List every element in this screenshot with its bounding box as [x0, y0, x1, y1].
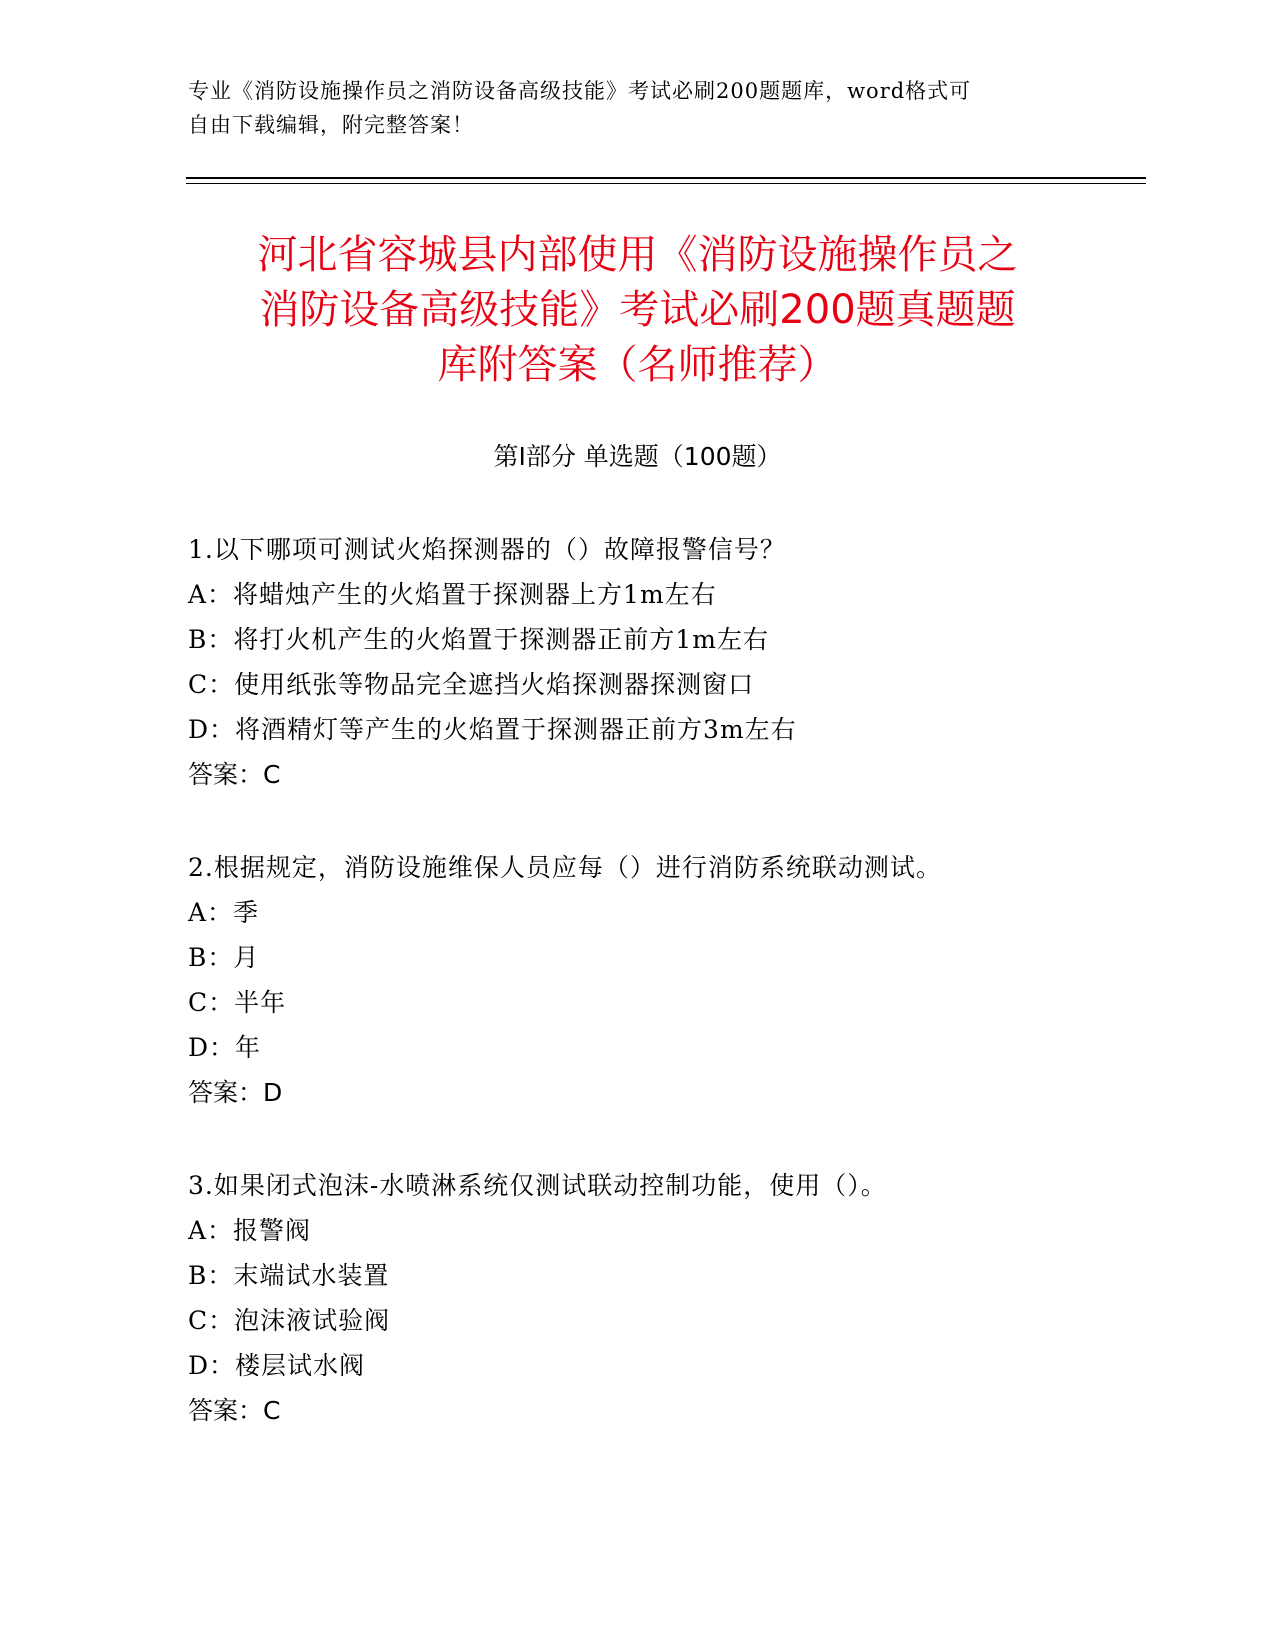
question-answer: 答案：D [188, 1078, 283, 1107]
option-a: A：将蜡烛产生的火焰置于探测器上方1m左右 [188, 580, 717, 609]
header-note-line-2: 自由下载编辑，附完整答案！ [188, 113, 474, 137]
document-title-line-1: 河北省容城县内部使用《消防设施操作员之 [257, 232, 1018, 278]
question-answer: 答案：C [188, 760, 281, 789]
document-title-line-2: 消防设备高级技能》考试必刷200题真题题 [259, 287, 1016, 333]
question-item [188, 845, 1128, 1163]
question-list [188, 527, 1128, 1481]
header-note [188, 74, 1088, 142]
option-b: B：将打火机产生的火焰置于探测器正前方1m左右 [188, 625, 769, 654]
document-title-line-3: 库附答案（名师推荐） [437, 342, 838, 388]
option-d: D：年 [188, 1033, 262, 1062]
option-c: C：半年 [188, 988, 287, 1017]
question-item [188, 1163, 1128, 1481]
option-a: A：季 [188, 898, 260, 927]
question-stem: 1.以下哪项可测试火焰探测器的（）故障报警信号？ [188, 535, 786, 564]
option-c: C：使用纸张等物品完全遮挡火焰探测器探测窗口 [188, 670, 755, 699]
document-title [150, 228, 1125, 393]
option-d: D：将酒精灯等产生的火焰置于探测器正前方3m左右 [188, 715, 797, 744]
header-divider-thick [186, 177, 1146, 179]
option-d: D：楼层试水阀 [188, 1351, 366, 1380]
question-stem: 3.如果闭式泡沫-水喷淋系统仅测试联动控制功能，使用（）。 [188, 1171, 887, 1200]
question-stem: 2.根据规定，消防设施维保人员应每（）进行消防系统联动测试。 [188, 853, 942, 882]
section-title: 第Ⅰ部分 单选题（100题） [493, 442, 782, 471]
option-c: C：泡沫液试验阀 [188, 1306, 391, 1335]
option-a: A：报警阀 [188, 1216, 312, 1245]
header-note-line-1: 专业《消防设施操作员之消防设备高级技能》考试必刷200题题库，word格式可 [188, 79, 972, 103]
header-divider-thin [186, 183, 1146, 184]
option-b: B：末端试水装置 [188, 1261, 390, 1290]
question-item [188, 527, 1128, 845]
option-b: B：月 [188, 943, 260, 972]
question-answer: 答案：C [188, 1396, 281, 1425]
